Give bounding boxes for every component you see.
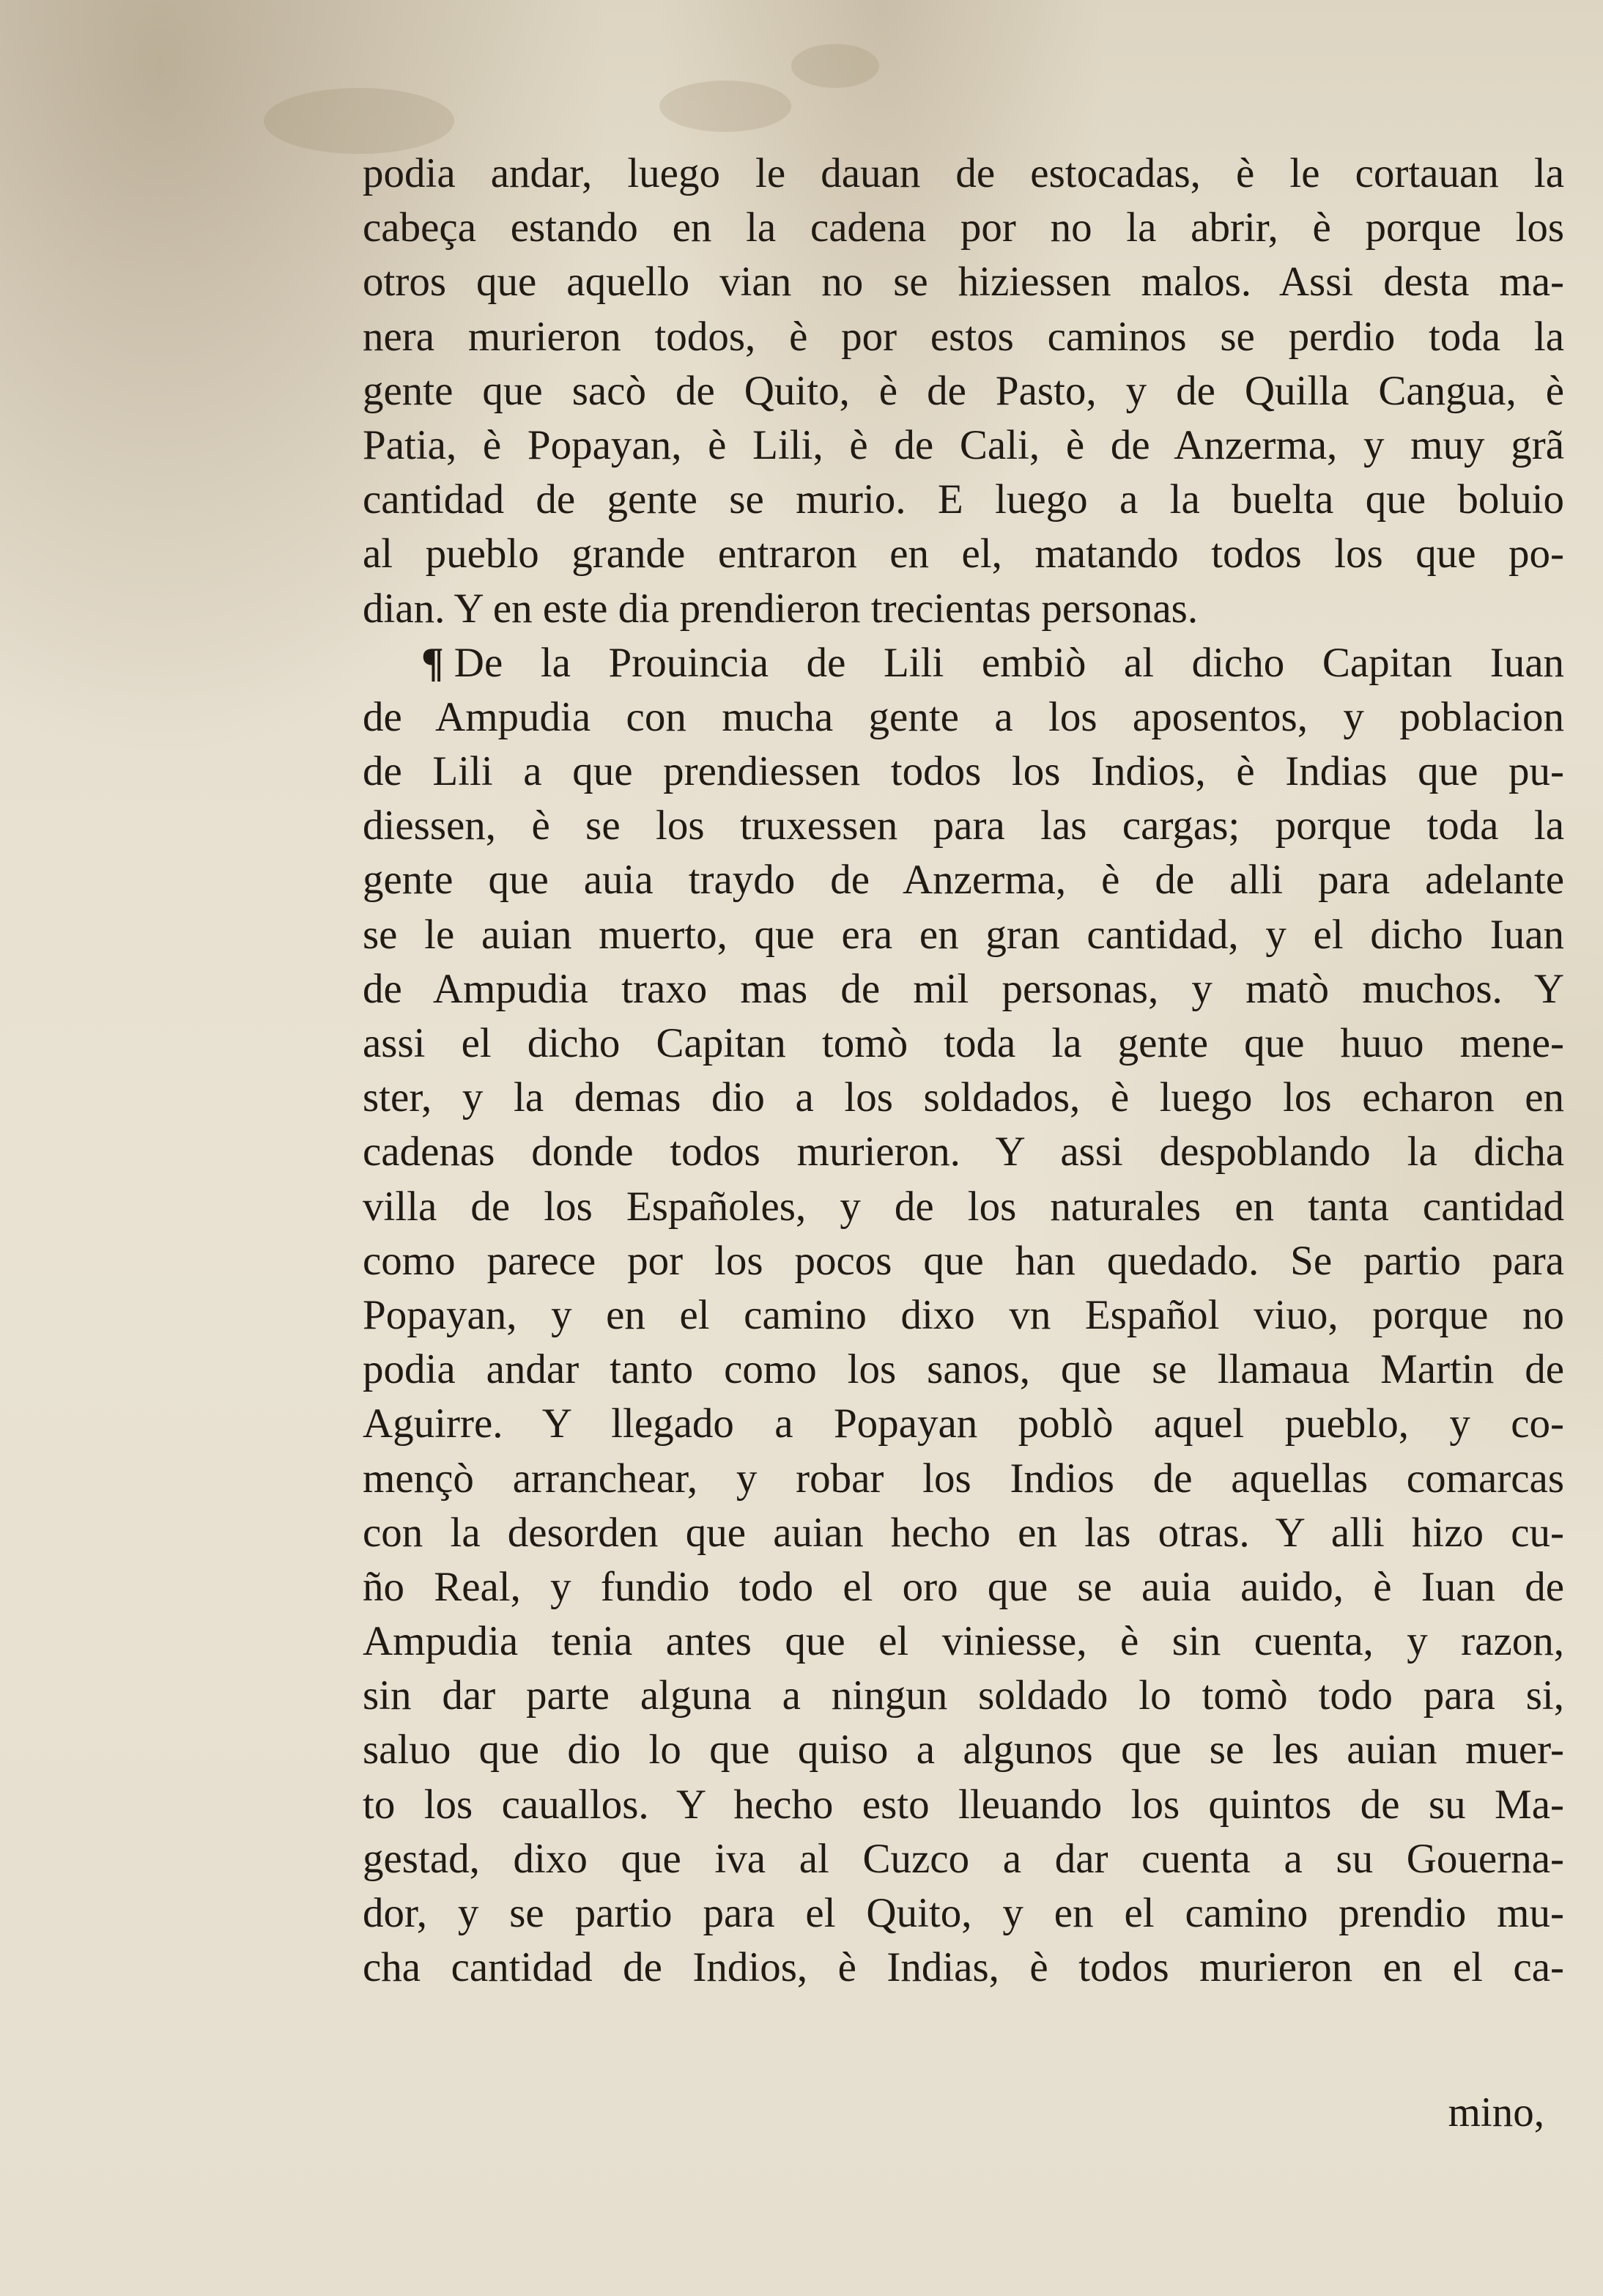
text-line: diessen, è se los truxessen para las cargas; porque toda la (363, 802, 1564, 849)
text-line: otros que aquello vian no se hiziessen malos. Assi desta ma- (363, 259, 1564, 306)
text-line-content: De la Prouincia de Lili embiò al dicho Capitan Iuan (453, 639, 1564, 686)
text-line: Aguirre. Y llegado a Popayan poblò aquel pueblo, y co- (363, 1400, 1564, 1447)
paper-stain (791, 44, 879, 88)
text-line: con la desorden que auian hecho en las otras. Y alli hizo cu- (363, 1509, 1564, 1556)
catchword: mino, (1448, 2089, 1544, 2136)
text-line: como parece por los pocos que han quedado. Se partio para (363, 1237, 1564, 1284)
text-line: ño Real, y fundio todo el oro que se auia auido, è Iuan de (363, 1563, 1564, 1610)
text-line: Patia, è Popayan, è Lili, è de Cali, è de Anzerma, y muy grã (363, 421, 1564, 468)
text-line: se le auian muerto, que era en gran cantidad, y el dicho Iuan (363, 911, 1564, 958)
text-line: cabeça estando en la cadena por no la abrir, è porque los (363, 204, 1564, 251)
text-line: saluo que dio lo que quiso a algunos que se les auian muer- (363, 1727, 1564, 1773)
text-line: villa de los Españoles, y de los naturales en tanta cantidad (363, 1183, 1564, 1230)
text-line: de Ampudia con mucha gente a los aposentos, y poblacion (363, 693, 1564, 740)
text-line: cantidad de gente se murio. E luego a la buelta que boluio (363, 476, 1564, 523)
body-text (363, 147, 1564, 1995)
text-line: assi el dicho Capitan tomò toda la gente que huuo mene- (363, 1020, 1564, 1066)
text-line: al pueblo grande entraron en el, matando todos los que po- (363, 531, 1564, 577)
text-line: cha cantidad de Indios, è Indias, è todos murieron en el ca- (363, 1944, 1564, 1991)
text-line-first (363, 636, 1564, 690)
text-line: gestad, dixo que iva al Cuzco a dar cuenta a su Gouerna- (363, 1835, 1564, 1882)
text-line: dor, y se partio para el Quito, y en el camino prendio mu- (363, 1890, 1564, 1936)
text-line: de Ampudia traxo mas de mil personas, y matò muchos. Y (363, 965, 1564, 1012)
text-line: Ampudia tenia antes que el viniesse, è sin cuenta, y razon, (363, 1618, 1564, 1665)
text-line: cadenas donde todos murieron. Y assi despoblando la dicha (363, 1129, 1564, 1175)
paper-stain (264, 88, 454, 154)
paragraph-2 (363, 636, 1564, 1996)
text-line: dian. Y en este dia prendieron trecientas personas. (363, 585, 1199, 632)
paragraph-1 (363, 147, 1564, 636)
text-line: gente que auia traydo de Anzerma, è de alli para adelante (363, 857, 1564, 904)
pilcrow-mark: ¶ (421, 639, 444, 686)
text-line: sin dar parte alguna a ningun soldado lo tomò todo para si, (363, 1672, 1564, 1719)
text-line: gente que sacò de Quito, è de Pasto, y de Quilla Cangua, è (363, 367, 1564, 414)
text-line: Popayan, y en el camino dixo vn Español viuo, porque no (363, 1291, 1564, 1338)
text-line: mençò arranchear, y robar los Indios de aquellas comarcas (363, 1455, 1564, 1502)
text-line: to los cauallos. Y hecho esto lleuando los quintos de su Ma- (363, 1781, 1564, 1828)
paper-stain (659, 81, 791, 132)
text-line: nera murieron todos, è por estos caminos se perdio toda la (363, 313, 1564, 360)
text-line: de Lili a que prendiessen todos los Indios, è Indias que pu- (363, 748, 1564, 795)
text-line: podia andar, luego le dauan de estocadas, è le cortauan la (363, 150, 1564, 196)
text-line: podia andar tanto como los sanos, que se llamaua Martin de (363, 1346, 1564, 1393)
text-line: ster, y la demas dio a los soldados, è luego los echaron en (363, 1074, 1564, 1121)
